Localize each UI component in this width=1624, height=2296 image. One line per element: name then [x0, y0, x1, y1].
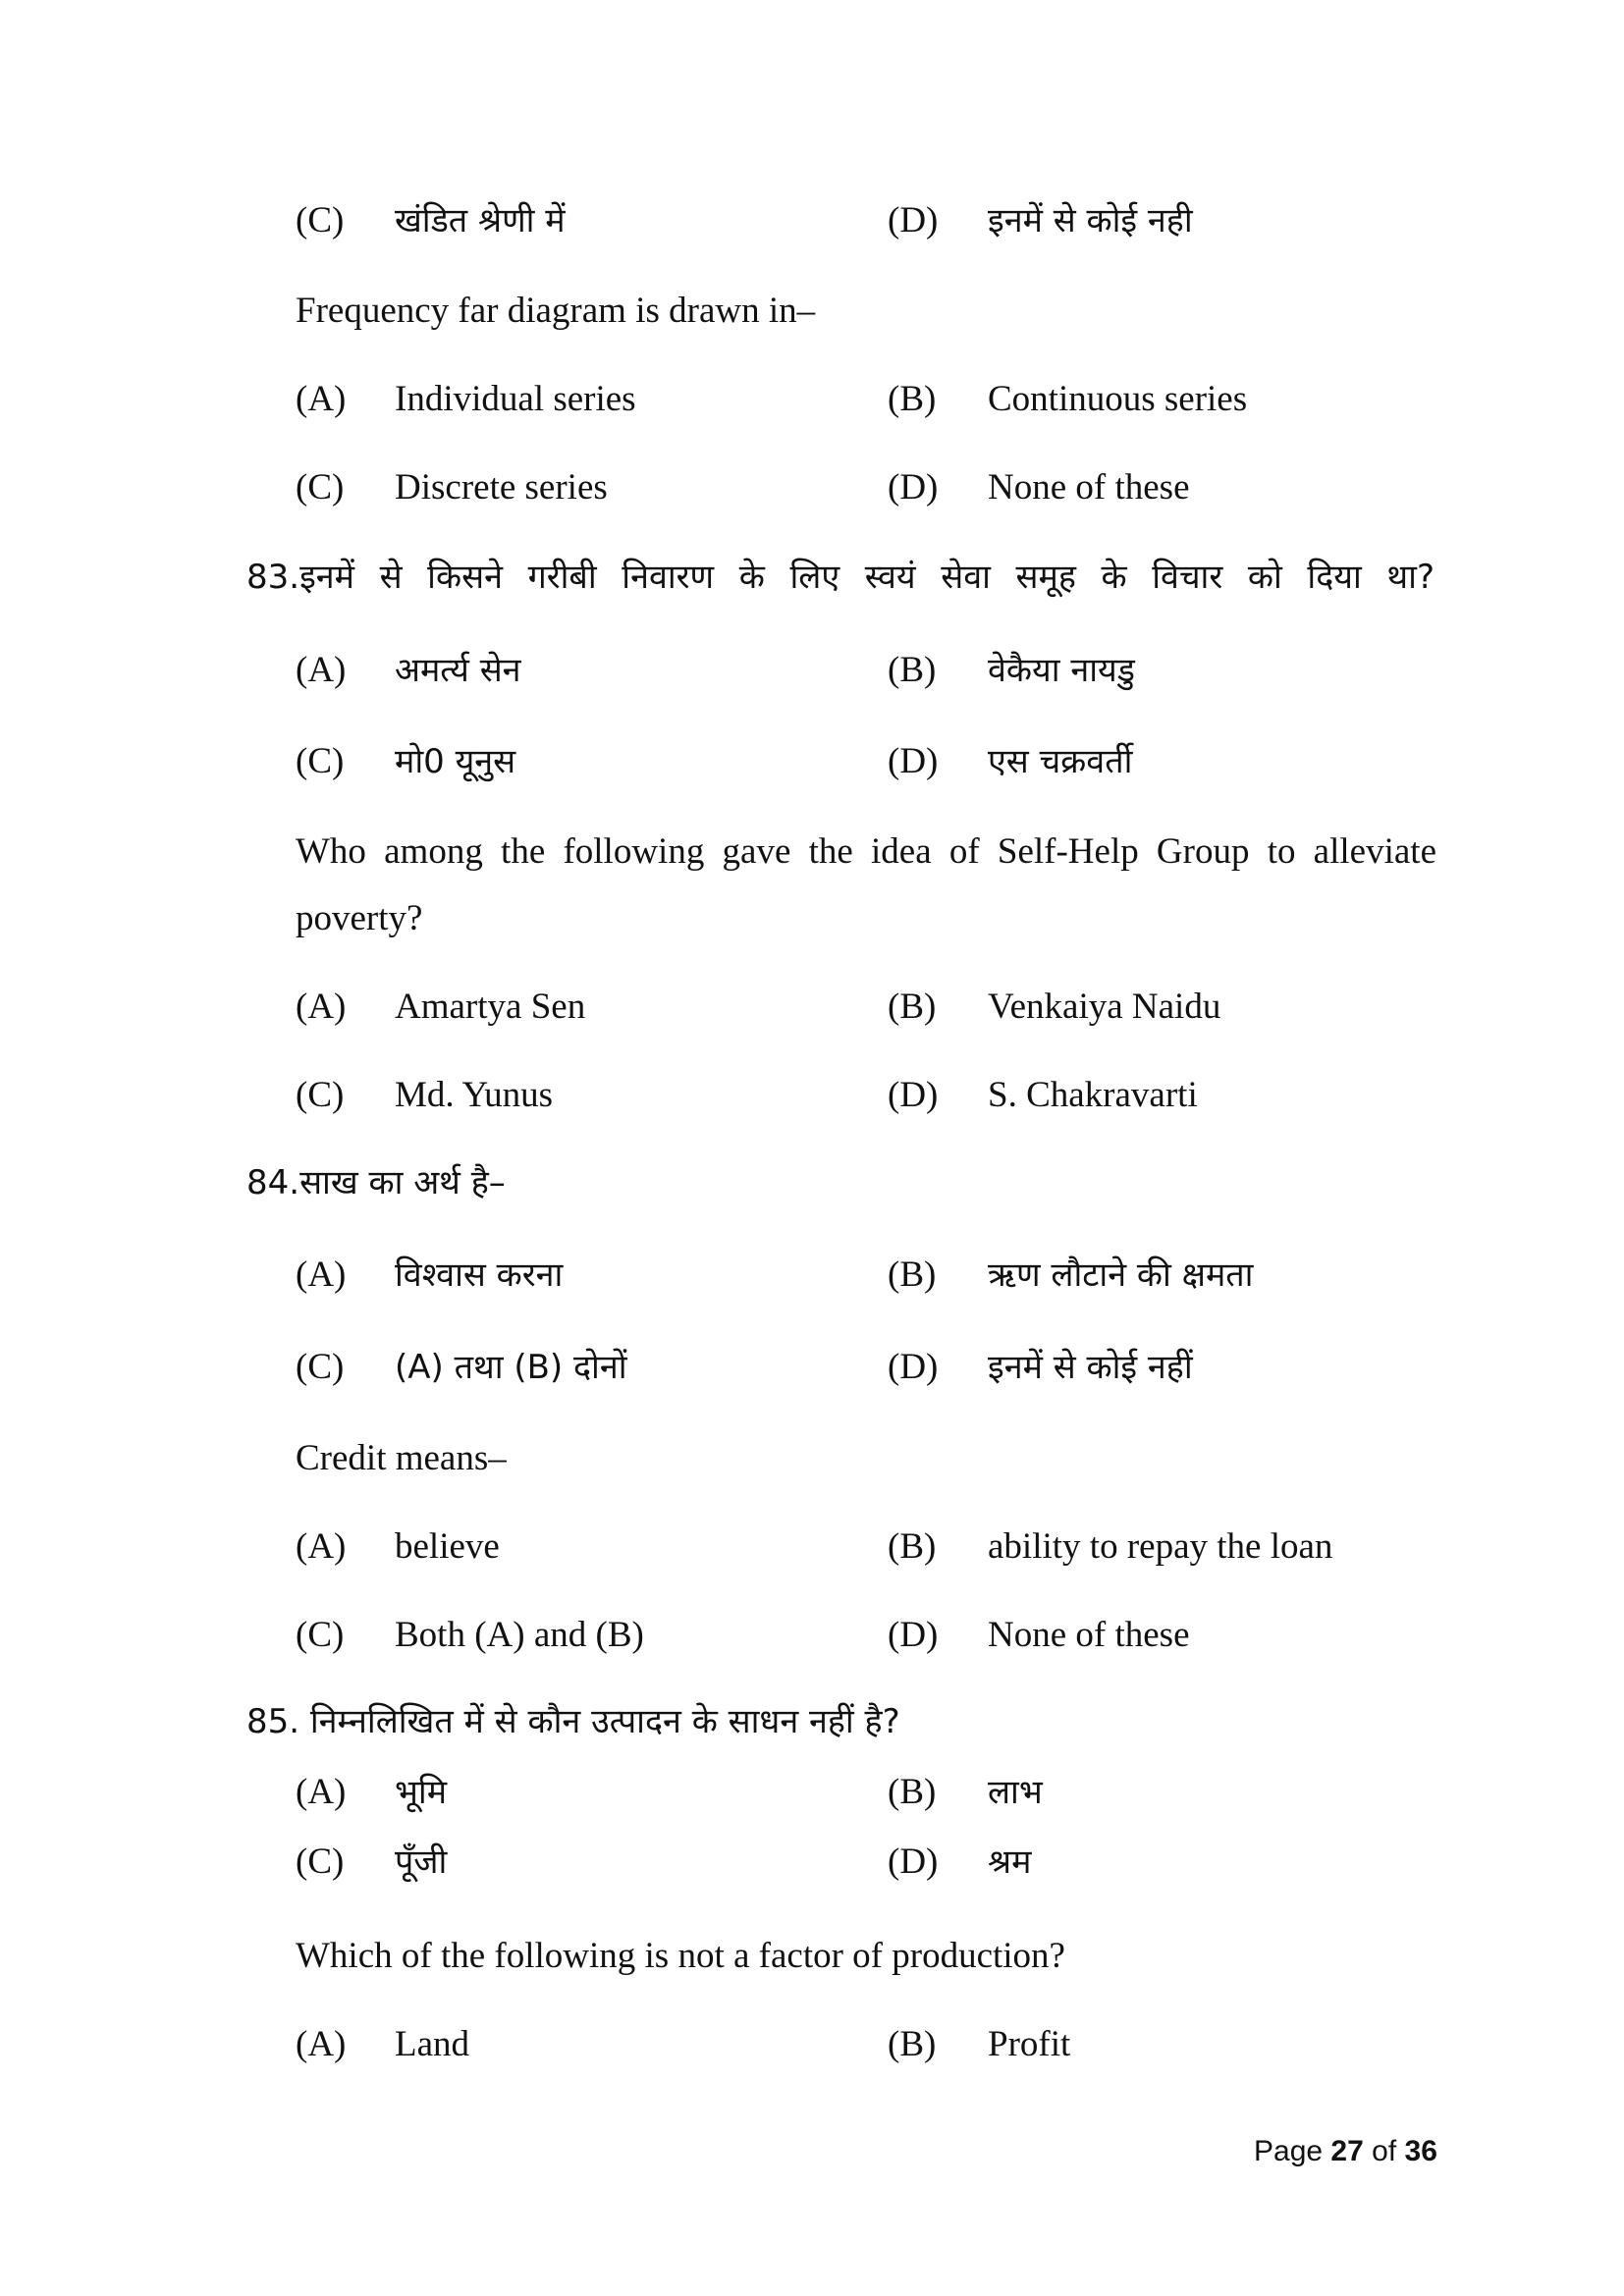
option-key-d: (D) [888, 1615, 939, 1655]
q85-option-b-hi: लाभ [988, 1773, 1043, 1812]
option-key-c: (C) [296, 200, 345, 240]
option-key-a: (A) [296, 379, 347, 419]
q85-option-b-en: Profit [988, 2024, 1071, 2064]
of-word: of [1372, 2135, 1397, 2167]
q82-option-d-hi: इनमें से कोई नही [988, 201, 1193, 240]
option-key-b: (B) [888, 1526, 937, 1567]
option-key-d: (D) [888, 467, 939, 507]
option-key-a: (A) [296, 650, 347, 690]
q85-option-a-en: Land [395, 2024, 470, 2064]
q85-option-d-hi: श्रम [988, 1842, 1032, 1882]
q83-question-hi: 83.इनमें से किसने गरीबी निवारण के लिए स्वयं सेवा समूह के विचार को दिया था? [246, 558, 1435, 597]
current-page: 27 [1330, 2135, 1364, 2167]
option-key-b: (B) [888, 650, 937, 690]
q82-option-c-en: Discrete series [395, 467, 608, 507]
option-key-b: (B) [888, 1772, 937, 1812]
q82-option-b-en: Continuous series [988, 379, 1248, 419]
q83-option-b-en: Venkaiya Naidu [988, 987, 1221, 1027]
option-key-d: (D) [888, 1842, 939, 1882]
option-key-c: (C) [296, 1615, 345, 1655]
q84-option-a-hi: विश्वास करना [395, 1255, 564, 1295]
option-key-b: (B) [888, 379, 937, 419]
q82-option-a-en: Individual series [395, 379, 636, 419]
page-word: Page [1254, 2135, 1324, 2167]
q83-option-c-hi: मो0 यूनुस [395, 742, 516, 781]
q83-option-d-en: S. Chakravarti [988, 1075, 1198, 1115]
q83-option-a-en: Amartya Sen [395, 987, 586, 1027]
q83-option-d-hi: एस चक्रवर्ती [988, 742, 1133, 781]
q85-question-en: Which of the following is not a factor of production? [296, 1936, 1065, 1976]
option-key-c: (C) [296, 1075, 345, 1115]
option-key-a: (A) [296, 1772, 347, 1812]
q84-option-b-hi: ऋण लौटाने की क्षमता [988, 1255, 1254, 1295]
q83-option-b-hi: वेकैया नायडु [988, 651, 1135, 690]
q84-option-b-en: ability to repay the loan [988, 1526, 1333, 1567]
option-key-a: (A) [296, 1255, 347, 1295]
q84-question-hi: 84.साख का अर्थ है– [246, 1163, 506, 1202]
q82-option-d-en: None of these [988, 467, 1190, 507]
q85-option-c-hi: पूँजी [395, 1842, 448, 1882]
q82-question-en: Frequency far diagram is drawn in– [296, 291, 816, 331]
option-key-a: (A) [296, 1526, 347, 1567]
option-key-c: (C) [296, 741, 345, 781]
q84-option-a-en: believe [395, 1526, 500, 1567]
q84-question-en: Credit means– [296, 1438, 507, 1478]
q84-option-d-hi: इनमें से कोई नहीं [988, 1348, 1193, 1387]
q82-option-c-hi: खंडित श्रेणी में [395, 201, 566, 240]
q83-question-en: Who among the following gave the idea of Self-Help Group to alleviate poverty? [296, 831, 1436, 938]
q84-option-c-en: Both (A) and (B) [395, 1615, 644, 1655]
q84-option-c-hi: (A) तथा (B) दोनों [395, 1348, 627, 1387]
option-key-d: (D) [888, 1347, 939, 1387]
option-key-b: (B) [888, 1255, 937, 1295]
q83-option-c-en: Md. Yunus [395, 1075, 554, 1115]
option-key-c: (C) [296, 1842, 345, 1882]
option-key-d: (D) [888, 1075, 939, 1115]
q85-option-a-hi: भूमि [395, 1773, 448, 1812]
q85-question-hi: 85. निम्नलिखित में से कौन उत्पादन के साधन नहीं है? [246, 1702, 900, 1741]
option-key-d: (D) [888, 741, 939, 781]
option-key-a: (A) [296, 987, 347, 1027]
option-key-b: (B) [888, 2024, 937, 2064]
option-key-c: (C) [296, 1347, 345, 1387]
page-number [1254, 2134, 1437, 2169]
option-key-c: (C) [296, 467, 345, 507]
q83-option-a-hi: अमर्त्य सेन [395, 651, 521, 690]
option-key-b: (B) [888, 987, 937, 1027]
total-pages: 36 [1404, 2135, 1437, 2167]
option-key-a: (A) [296, 2024, 347, 2064]
option-key-d: (D) [888, 200, 939, 240]
q84-option-d-en: None of these [988, 1615, 1190, 1655]
